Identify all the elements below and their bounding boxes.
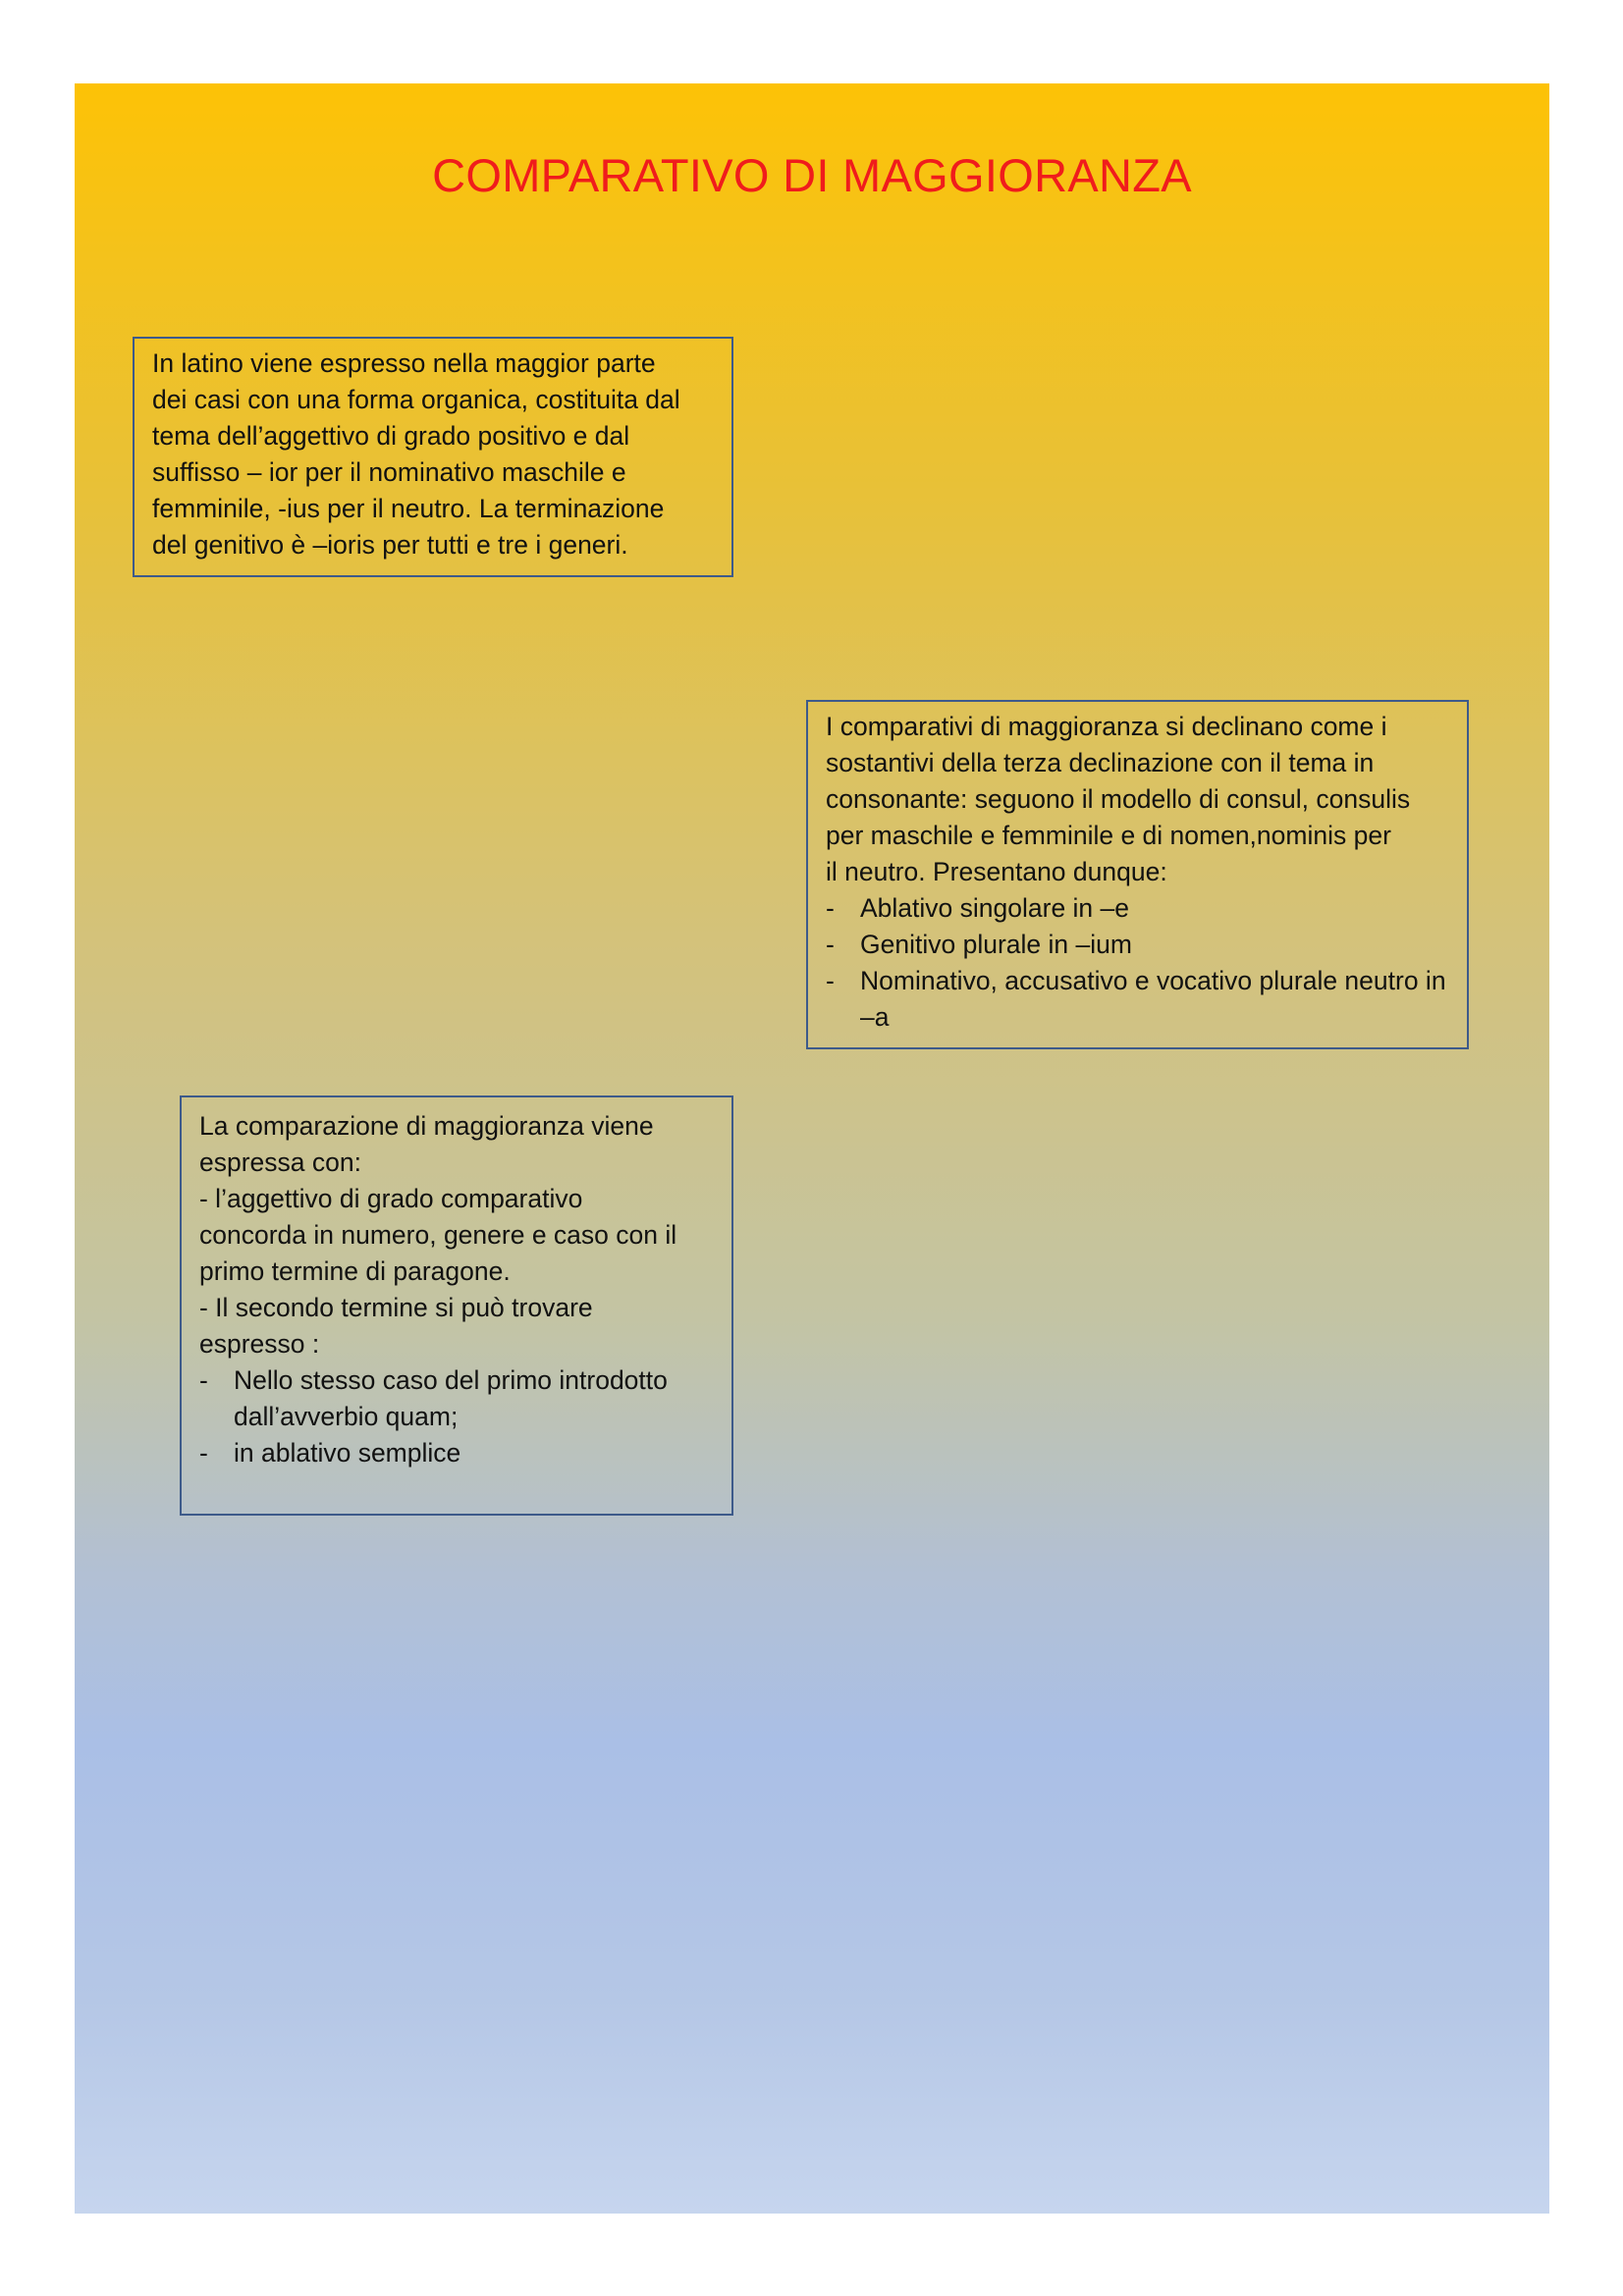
text-line: - l’aggettivo di grado comparativo [199, 1184, 583, 1213]
document-page [75, 83, 1549, 2214]
bullet-list [199, 1362, 714, 1471]
text-line: consonante: seguono il modello di consul, consulis [826, 784, 1411, 814]
text-line: femminile, -ius per il neutro. La terminazione [152, 494, 665, 523]
text-line: In latino viene espresso nella maggior parte [152, 348, 656, 378]
text-line: per maschile e femminile e di nomen,nominis per [826, 821, 1391, 850]
page-title: COMPARATIVO DI MAGGIORANZA [432, 149, 1192, 201]
text-box-declinazione [806, 700, 1469, 1049]
list-item: - in ablativo semplice [199, 1435, 714, 1471]
text-line: - Il secondo termine si può trovare [199, 1293, 593, 1322]
text-line: concorda in numero, genere e caso con il [199, 1220, 677, 1250]
text-line: espresso : [199, 1329, 320, 1359]
list-item: - Genitivo plurale in –ium [826, 927, 1449, 963]
text-line: suffisso – ior per il nominativo maschile e [152, 457, 626, 487]
text-line: dei casi con una forma organica, costituita dal [152, 385, 680, 414]
text-line: tema dell’aggettivo di grado positivo e dal [152, 421, 630, 451]
list-item: - Nominativo, accusativo e vocativo plurale neutro in –a [826, 963, 1449, 1036]
text-line: sostantivi della terza declinazione con il tema in [826, 748, 1375, 777]
list-item: - Nello stesso caso del primo introdotto dall’avverbio quam; [199, 1362, 714, 1435]
text-line: La comparazione di maggioranza viene [199, 1111, 654, 1141]
text-line: I comparativi di maggioranza si declinano come i [826, 712, 1387, 741]
text-box-comparazione [180, 1095, 733, 1516]
text-line: espressa con: [199, 1148, 361, 1177]
list-item: - Ablativo singolare in –e [826, 890, 1449, 927]
bullet-list [826, 890, 1449, 1036]
text-box-forma-organica [133, 337, 733, 577]
text-line: del genitivo è –ioris per tutti e tre i generi. [152, 530, 628, 560]
text-line: il neutro. Presentano dunque: [826, 857, 1167, 886]
text-line: primo termine di paragone. [199, 1256, 511, 1286]
